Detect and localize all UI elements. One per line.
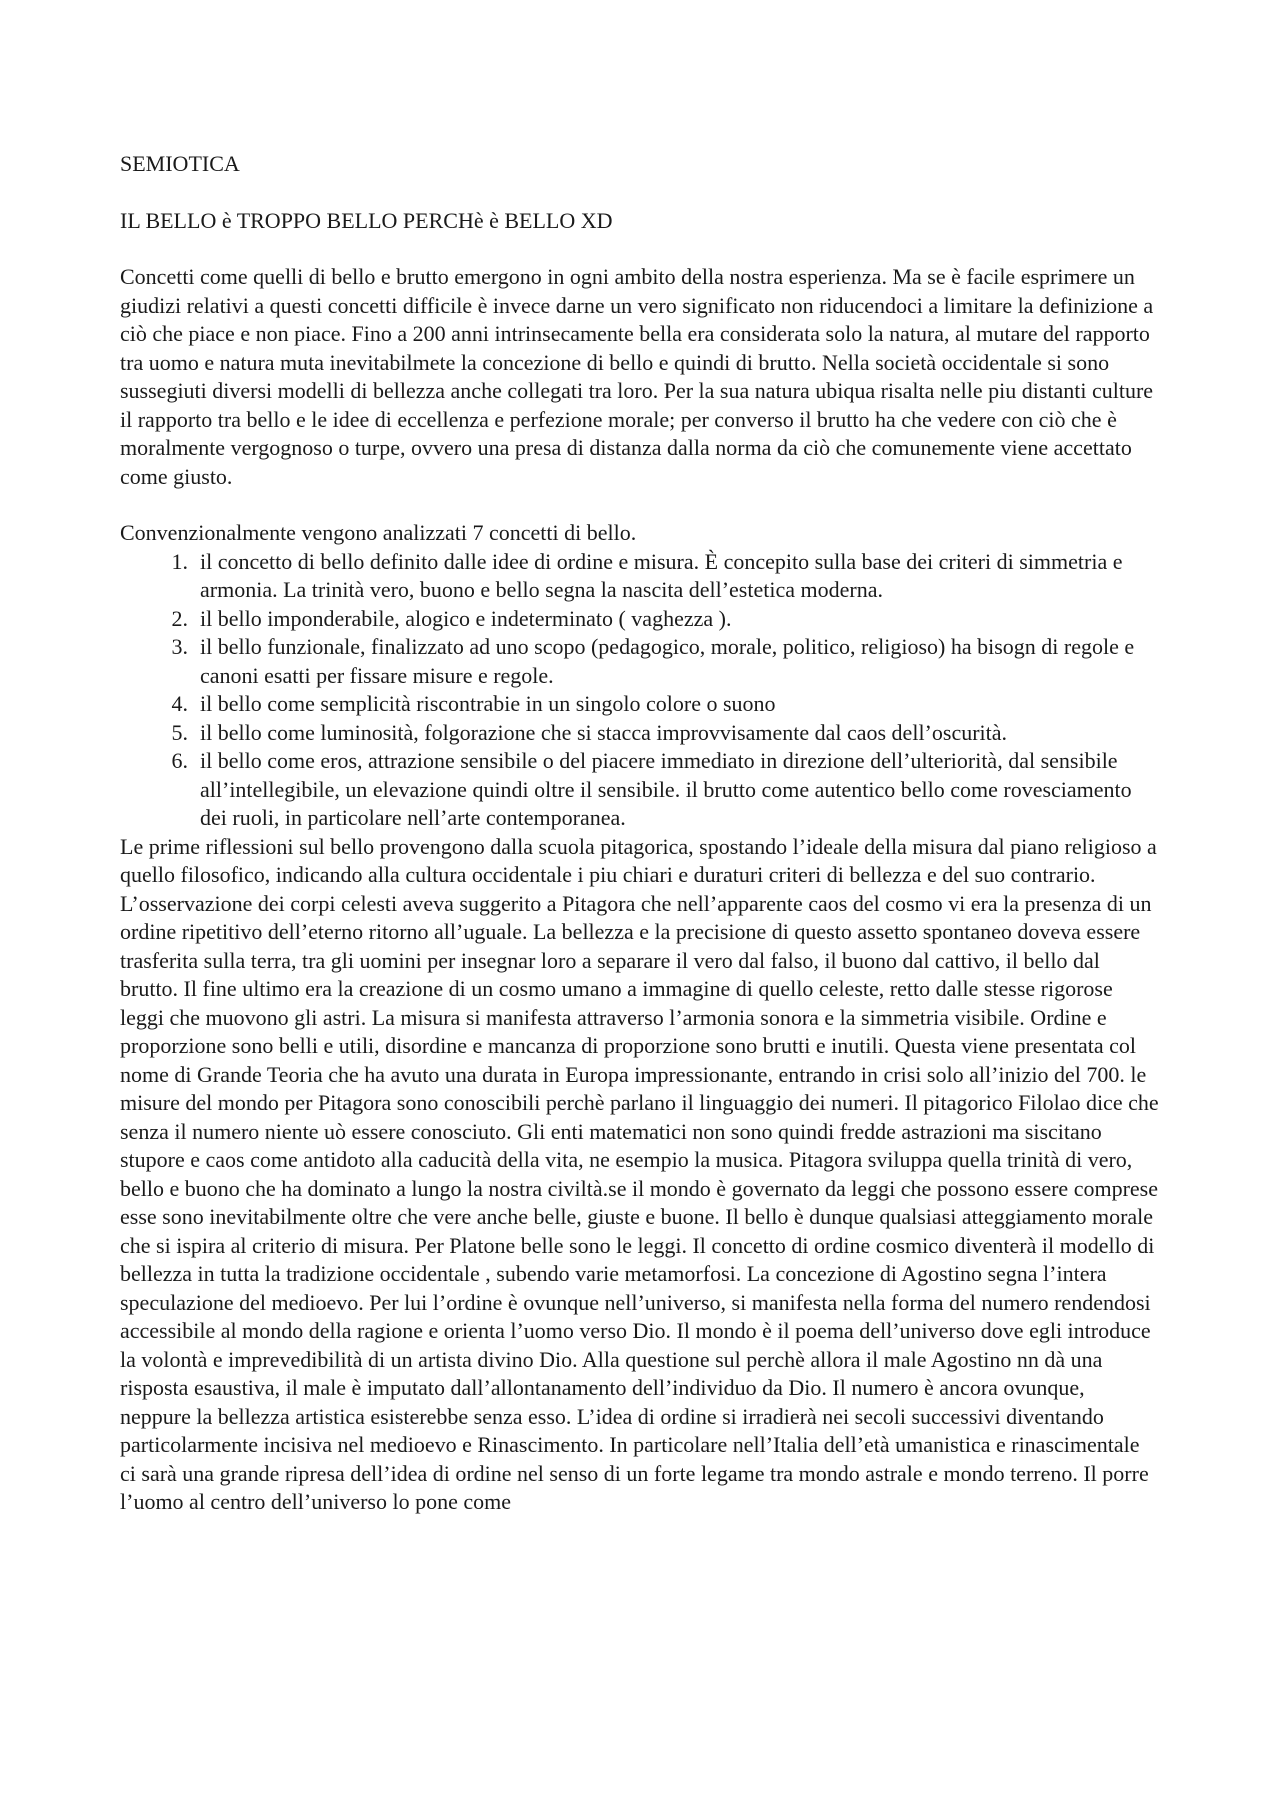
list-item [120, 719, 1160, 748]
list-item-text: il bello come semplicità riscontrabie in un singolo colore o suono [200, 691, 776, 716]
list-item-number: 3. [171, 634, 188, 659]
list-item-text: il bello imponderabile, alogico e indeterminato ( vaghezza ). [200, 605, 732, 631]
concepts-list [120, 548, 1160, 833]
document-heading: SEMIOTICA [120, 151, 240, 176]
list-item-text: il bello come eros, attrazione sensibile o del piacere immediato in direzione dell’ulteriorità, dal sensibile all’intellegibile, un elevazione quindi oltre il sensibile. il brutto come autentico bello come rovesciamento dei ruoli, in particolare nell’arte contemporanea. [200, 748, 1132, 830]
list-item-text: il concetto di bello definito dalle idee di ordine e misura. È concepito sulla base dei criteri di simmetria e armonia. La trinità vero, buono e bello segna la nascita dell’estetica moderna. [200, 548, 1123, 602]
paragraph-intro: Concetti come quelli di bello e brutto emergono in ogni ambito della nostra esperienza. Ma se è facile esprimere un giudizi relativi a questi concetti difficile è invece darne un vero significato non riducendoci a limitare la definizione a ciò che piace e non piace. Fino a 200 anni intrinsecamente bella era considerata solo la natura, al mutare del rapporto tra uomo e natura muta inevitabilmete la concezione di bello e quindi di brutto. Nella società occidentale si sono sussegiuti diversi modelli di bellezza anche collegati tra loro. Per la sua natura ubiqua risalta nelle piu distanti culture il rapporto tra bello e le idee di eccellenza e perfezione morale; per converso il brutto ha che vedere con ciò che è moralmente vergognoso o turpe, ovvero una presa di distanza dalla norma da ciò che comunemente viene accettato come giusto. [120, 264, 1154, 489]
document-title: IL BELLO è TROPPO BELLO PERCHè è BELLO XD [120, 207, 613, 233]
list-item-number: 6. [171, 748, 188, 773]
list-item-number: 4. [171, 691, 188, 716]
list-item-text: il bello come luminosità, folgorazione che si stacca improvvisamente dal caos dell’oscurità. [200, 719, 1008, 745]
paragraph-body: Le prime riflessioni sul bello provengono dalla scuola pitagorica, spostando l’ideale della misura dal piano religioso a quello filosofico, indicando alla cultura occidentale i piu chiari e duraturi criteri di bellezza e del suo contrario. L’osservazione dei corpi celesti aveva suggerito a Pitagora che nell’apparente caos del cosmo vi era la presenza di un ordine ripetitivo dell’eterno ritorno all’uguale. La bellezza e la precisione di questo assetto spontaneo doveva essere trasferita sulla terra, tra gli uomini per insegnar loro a separare il vero dal falso, il buono dal cattivo, il bello dal brutto. Il fine ultimo era la creazione di un cosmo umano a immagine di quello celeste, retto dalle stesse rigorose leggi che muovono gli astri. La misura si manifesta attraverso l’armonia sonora e la simmetria visibile. Ordine e proporzione sono belli e utili, disordine e mancanza di proporzione sono brutti e inutili. Questa viene presentata col nome di Grande Teoria che ha avuto una durata in Europa impressionante, entrando in crisi solo all’inizio del 700. le misure del mondo per Pitagora sono conoscibili perchè parlano il linguaggio dei numeri. Il pitagorico Filolao dice che senza il numero niente uò essere conosciuto. Gli enti matematici non sono quindi fredde astrazioni ma siscitano stupore e caos come antidoto alla caducità della vita, ne esempio la musica. Pitagora sviluppa quella trinità di vero, bello e buono che ha dominato a lungo la nostra civiltà.se il mondo è governato da leggi che possono essere comprese esse sono inevitabilmente oltre che vere anche belle, giuste e buone. Il bello è dunque qualsiasi atteggiamento morale che si ispira al criterio di misura. Per Platone belle sono le leggi. Il concetto di ordine cosmico diventerà il modello di bellezza in tutta la tradizione occidentale , subendo varie metamorfosi. La concezione di Agostino segna l’intera speculazione del medioevo. Per lui l’ordine è ovunque nell’universo, si manifesta nella forma del numero rendendosi accessibile al mondo della ragione e orienta l’uomo verso Dio. Il mondo è il poema dell’universo dove egli introduce la volontà e imprevedibilità di un artista divino Dio. Alla questione sul perchè allora il male Agostino nn dà una risposta esaustiva, il male è imputato dall’allontanamento dell’individuo da Dio. Il numero è ancora ovunque, neppure la bellezza artistica esisterebbe senza esso. L’idea di ordine si irradierà nei secoli successivi diventando particolarmente incisiva nel medioevo e Rinascimento. In particolare nell’Italia dell’età umanistica e rinascimentale ci sarà una grande ripresa dell’idea di ordine nel senso di un forte legame tra mondo astrale e mondo terreno. Il porre l’uomo al centro dell’universo lo pone come [120, 833, 1159, 1514]
list-item-number: 2. [171, 605, 188, 631]
list-item [120, 605, 1160, 634]
list-item-number: 5. [171, 719, 188, 745]
list-item [120, 548, 1160, 605]
list-item [120, 633, 1160, 690]
list-item [120, 747, 1160, 833]
list-item-number: 1. [171, 548, 188, 574]
document-page [120, 150, 1160, 1517]
list-item [120, 690, 1160, 719]
list-intro: Convenzionalmente vengono analizzati 7 concetti di bello. [120, 520, 637, 545]
list-item-text: il bello funzionale, finalizzato ad uno scopo (pedagogico, morale, politico, religioso) ha bisogn di regole e canoni esatti per fissare misure e regole. [200, 634, 1135, 688]
